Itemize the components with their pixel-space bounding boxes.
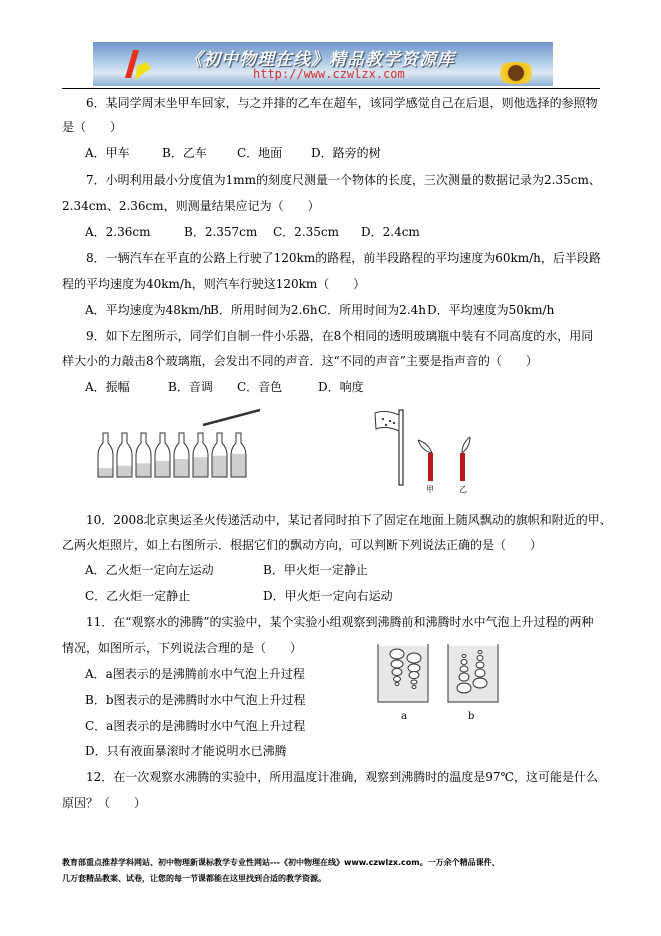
question-10-text-cont: 乙两火炬照片，如上右图所示．根据它们的飘动方向，可以判断下列说法正确的是（ ） — [62, 538, 543, 552]
header-divider — [62, 88, 600, 89]
header-banner — [93, 42, 553, 86]
q9-option-b: B．音调 — [168, 380, 213, 394]
logo-icon — [123, 48, 157, 82]
question-11-text-cont: 情况，如图所示，下列说法合理的是（ ） — [62, 641, 303, 655]
q10-option-d: D．甲火炬一定向右运动 — [263, 589, 393, 603]
beaker-b-water — [448, 646, 498, 702]
bottle-water — [136, 463, 151, 477]
question-6-text: 6．某同学周末坐甲车回家，与之并排的乙车在超车，该同学感觉自己在后退，则他选择的参照物 — [86, 96, 598, 110]
q7-option-b: B．2.357cm — [184, 225, 258, 239]
torch-jia-flame — [418, 440, 432, 453]
sunflower-image — [493, 62, 539, 84]
footer-line-2: 几万套精品教案、试卷，让您的每一节课都能在这里找到合适的教学资源。 — [62, 874, 326, 883]
q6-option-a: A．甲车 — [85, 146, 130, 160]
q8-option-d: D．平均速度为50km/h — [427, 303, 555, 317]
bottle-water — [212, 456, 227, 477]
q10-option-a: A．乙火炬一定向左运动 — [85, 563, 214, 577]
bottle-water — [193, 457, 208, 477]
question-11-text: 11．在“观察水的沸腾”的实验中，某个实验小组观察到沸腾前和沸腾时水中气泡上升过程的两种 — [86, 615, 594, 629]
q6-option-d: D．路旁的树 — [311, 146, 381, 160]
banner-title: 《初中物理在线》精品教学资源库 — [185, 50, 455, 70]
q10-option-b: B．甲火炬一定静止 — [263, 563, 368, 577]
question-10-text: 10．2008北京奥运圣火传递活动中，某记者同时拍下了固定在地面上随风飘动的旗帜和附近的甲、 — [86, 513, 612, 527]
q7-option-c: C．2.35cm — [273, 225, 340, 239]
q8-option-a: A．平均速度为48km/h — [85, 303, 212, 317]
torch-yi-flame — [462, 437, 470, 453]
striking-stick — [203, 410, 260, 425]
flag-and-torches-figure — [370, 405, 480, 495]
bottle-water — [155, 461, 170, 477]
q10-option-c: C．乙火炬一定静止 — [85, 589, 191, 603]
q11-option-c: C．a图表示的是沸腾时水中气泡上升过程 — [85, 719, 306, 733]
torch-label-yi: 乙 — [459, 485, 467, 494]
torch-jia — [428, 453, 433, 481]
bottle-water — [174, 459, 189, 477]
bottle-water — [231, 454, 246, 477]
q6-option-b: B．乙车 — [162, 146, 207, 160]
figure-label-b: b — [468, 711, 475, 722]
q11-option-b: B．b图表示的是沸腾时水中气泡上升过程 — [85, 693, 306, 707]
q9-option-d: D．响度 — [318, 380, 364, 394]
bottle-water — [117, 466, 132, 477]
q11-option-d: D．只有液面暴滚时才能说明水已沸腾 — [85, 744, 287, 758]
q9-option-c: C．音色 — [237, 380, 283, 394]
figure-label-a: a — [401, 711, 407, 722]
question-12-text-cont: 原因？（ ） — [62, 796, 147, 810]
bottle-water — [98, 468, 113, 477]
question-7-text-cont: 2.34cm、2.36cm，则测量结果应记为（ ） — [62, 199, 320, 213]
boiling-bubbles-figure — [376, 644, 501, 704]
flag-pole — [399, 410, 403, 485]
q6-option-c: C．地面 — [237, 146, 283, 160]
glass-bottles-figure — [95, 405, 275, 480]
question-8-text-cont: 程的平均速度为40km/h，则汽车行驶这120km（ ） — [62, 277, 366, 291]
banner-url: http://www.czwlzx.com — [253, 67, 405, 81]
question-8-text: 8．一辆汽车在平直的公路上行驶了120km的路程，前半段路程的平均速度为60km/h，后半段路 — [86, 251, 601, 265]
q7-option-a: A．2.36cm — [85, 225, 151, 239]
torch-label-jia: 甲 — [426, 485, 434, 494]
q8-option-b: B．所用时间为2.6h — [210, 303, 318, 317]
flag-icon — [375, 411, 399, 431]
question-7-text: 7．小明利用最小分度值为1mm的刻度尺测量一个物体的长度，三次测量的数据记录为2.35cm、 — [86, 173, 601, 187]
footer-line-1: 教育部重点推荐学科网站、初中物理新课标教学专业性网站---《初中物理在线》www.czwlzx.com。一万余个精品课件、 — [62, 858, 500, 867]
question-9-text: 9．如下左图所示，同学们自制一件小乐器，在8个相同的透明玻璃瓶中装有不同高度的水，用同 — [86, 329, 594, 343]
question-9-text-cont: 样大小的力敲击8个玻璃瓶，会发出不同的声音．这“不同的声音”主要是指声音的（ ） — [62, 354, 538, 368]
torch-yi — [460, 453, 465, 481]
q11-option-a: A．a图表示的是沸腾前水中气泡上升过程 — [85, 667, 305, 681]
question-12-text: 12．在一次观察水沸腾的实验中，所用温度计准确，观察到沸腾时的温度是97℃，这可能是什么 — [86, 770, 598, 784]
q7-option-d: D．2.4cm — [361, 225, 420, 239]
question-6-text-cont: 是（ ） — [62, 120, 123, 134]
q9-option-a: A．振幅 — [85, 380, 130, 394]
q8-option-c: C．所用时间为2.4h — [318, 303, 426, 317]
